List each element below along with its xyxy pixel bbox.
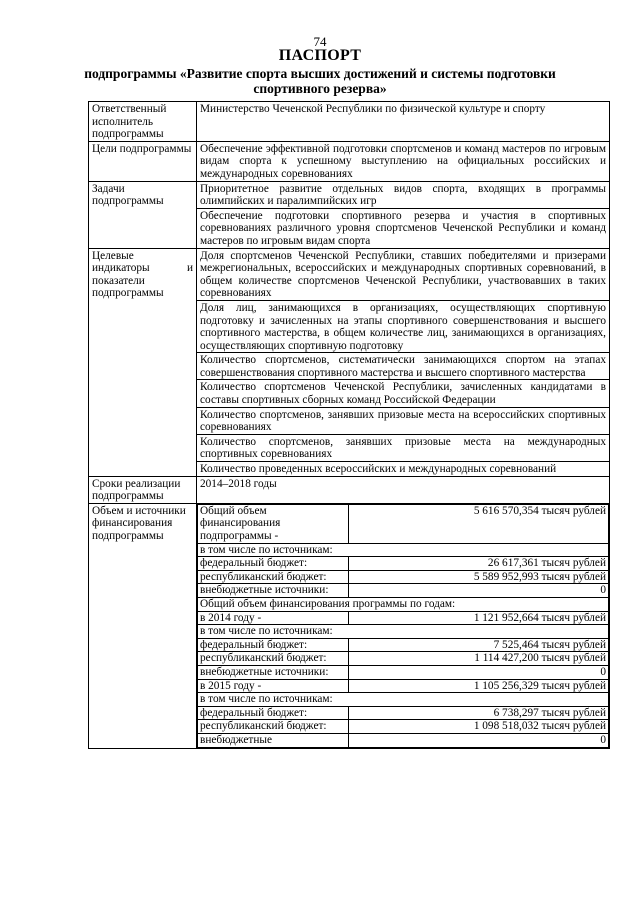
funding-2015-republic-value: 1 098 518,032 тысяч рублей (349, 720, 609, 734)
row-goals (89, 141, 610, 181)
task-item: Приоритетное развитие отдельных видов спорта, входящих в программы олимпийских и паралимпийских игр (197, 181, 610, 208)
funding-2015-extra-label: внебюджетные (198, 733, 349, 747)
funding-2015-federal-value: 6 738,297 тысяч рублей (349, 706, 609, 720)
row-funding (89, 503, 610, 748)
funding-2014-extra-value: 0 (349, 665, 609, 679)
funding-2014-federal-value: 7 525,464 тысяч рублей (349, 638, 609, 652)
row-indicators-1 (89, 248, 610, 300)
funding-extra-value: 0 (349, 584, 609, 598)
funding-2014-value: 1 121 952,664 тысяч рублей (349, 611, 609, 625)
funding-2014-sources: в том числе по источникам: (198, 625, 609, 639)
label-tasks: Задачи подпрограммы (89, 181, 197, 248)
indicator-item: Количество спортсменов, занявших призовые места на международных спортивных соревнованиях (197, 434, 610, 461)
funding-2015-sources: в том числе по источникам: (198, 693, 609, 707)
funding-republic-value: 5 589 952,993 тысяч рублей (349, 570, 609, 584)
indicator-item: Доля спортсменов Чеченской Республики, ставших победителями и призерами межрегиональных, всероссийских и международных спортивных соревнований, в общем количестве спортсменов Чеченской Республики, участвовавших в таких соревнованиях (197, 248, 610, 300)
funding-federal-value: 26 617,361 тысяч рублей (349, 557, 609, 571)
indicator-item: Количество проведенных всероссийских и международных соревнований (197, 462, 610, 477)
passport-table (88, 101, 610, 749)
funding-total-value: 5 616 570,354 тысяч рублей (349, 504, 609, 543)
funding-2014-republic-label: республиканский бюджет: (198, 652, 349, 666)
funding-2014-label: в 2014 году - (198, 611, 349, 625)
indicator-item: Количество спортсменов Чеченской Республики, зачисленных кандидатами в составы спортивных сборных команд Российской Федерации (197, 380, 610, 407)
row-terms (89, 476, 610, 503)
funding-2015-federal-label: федеральный бюджет: (198, 706, 349, 720)
funding-extra-label: внебюджетные источники: (198, 584, 349, 598)
indicator-item: Количество спортсменов, занявших призовые места на всероссийских спортивных соревнованиях (197, 407, 610, 434)
label-goals: Цели подпрограммы (89, 141, 197, 181)
funding-by-source: в том числе по источникам: (198, 543, 609, 557)
task-item: Обеспечение подготовки спортивного резерва и участия в спортивных соревнованиях различного уровня спортсменов Чеченской Республики и команд мастеров по игровым видам спорта (197, 208, 610, 248)
label-indicators: Целевые индикаторы и показатели подпрограммы (89, 248, 197, 476)
funding-2015-republic-label: республиканский бюджет: (198, 720, 349, 734)
funding-2014-republic-value: 1 114 427,200 тысяч рублей (349, 652, 609, 666)
funding-2015-value: 1 105 256,329 тысяч рублей (349, 679, 609, 693)
row-tasks-1 (89, 181, 610, 208)
funding-2015-extra-value: 0 (349, 733, 609, 747)
label-responsible: Ответственный исполнитель подпрограммы (89, 102, 197, 142)
row-responsible (89, 102, 610, 142)
funding-federal-label: федеральный бюджет: (198, 557, 349, 571)
funding-cell (197, 503, 610, 748)
page-number: 74 (313, 34, 327, 49)
value-goals: Обеспечение эффективной подготовки спортсменов и команд мастеров по игровым видам спорта к успешному выступлению на официальных российских и международных соревнованиях (197, 141, 610, 181)
document-subtitle: подпрограммы «Развитие спорта высших достижений и системы подготовки спортивного резерва» (84, 66, 556, 96)
funding-2015-label: в 2015 году - (198, 679, 349, 693)
indicator-item: Количество спортсменов, систематически занимающихся спортом на этапах совершенствования спортивного мастерства и высшего спортивного мастерства (197, 353, 610, 380)
funding-2014-extra-label: внебюджетные источники: (198, 665, 349, 679)
funding-by-years: Общий объем финансирования программы по годам: (198, 597, 609, 611)
value-responsible: Министерство Чеченской Республики по физической культуре и спорту (197, 102, 610, 142)
funding-table (197, 504, 609, 748)
funding-2014-federal-label: федеральный бюджет: (198, 638, 349, 652)
indicator-item: Доля лиц, занимающихся в организациях, осуществляющих спортивную подготовку и зачисленных на этапы спортивного совершенствования и высшего спортивного мастерства, в общем количестве лиц, занимающихся в организациях, осуществляющих спортивную подготовку (197, 300, 610, 352)
document-title: ПАСПОРТ (278, 47, 362, 64)
label-terms: Сроки реализации подпрограммы (89, 476, 197, 503)
label-funding: Объем и источники финансирования подпрограммы (89, 503, 197, 748)
value-terms: 2014–2018 годы (197, 476, 610, 503)
funding-total-label: Общий объем финансирования подпрограммы - (198, 504, 349, 543)
funding-republic-label: республиканский бюджет: (198, 570, 349, 584)
